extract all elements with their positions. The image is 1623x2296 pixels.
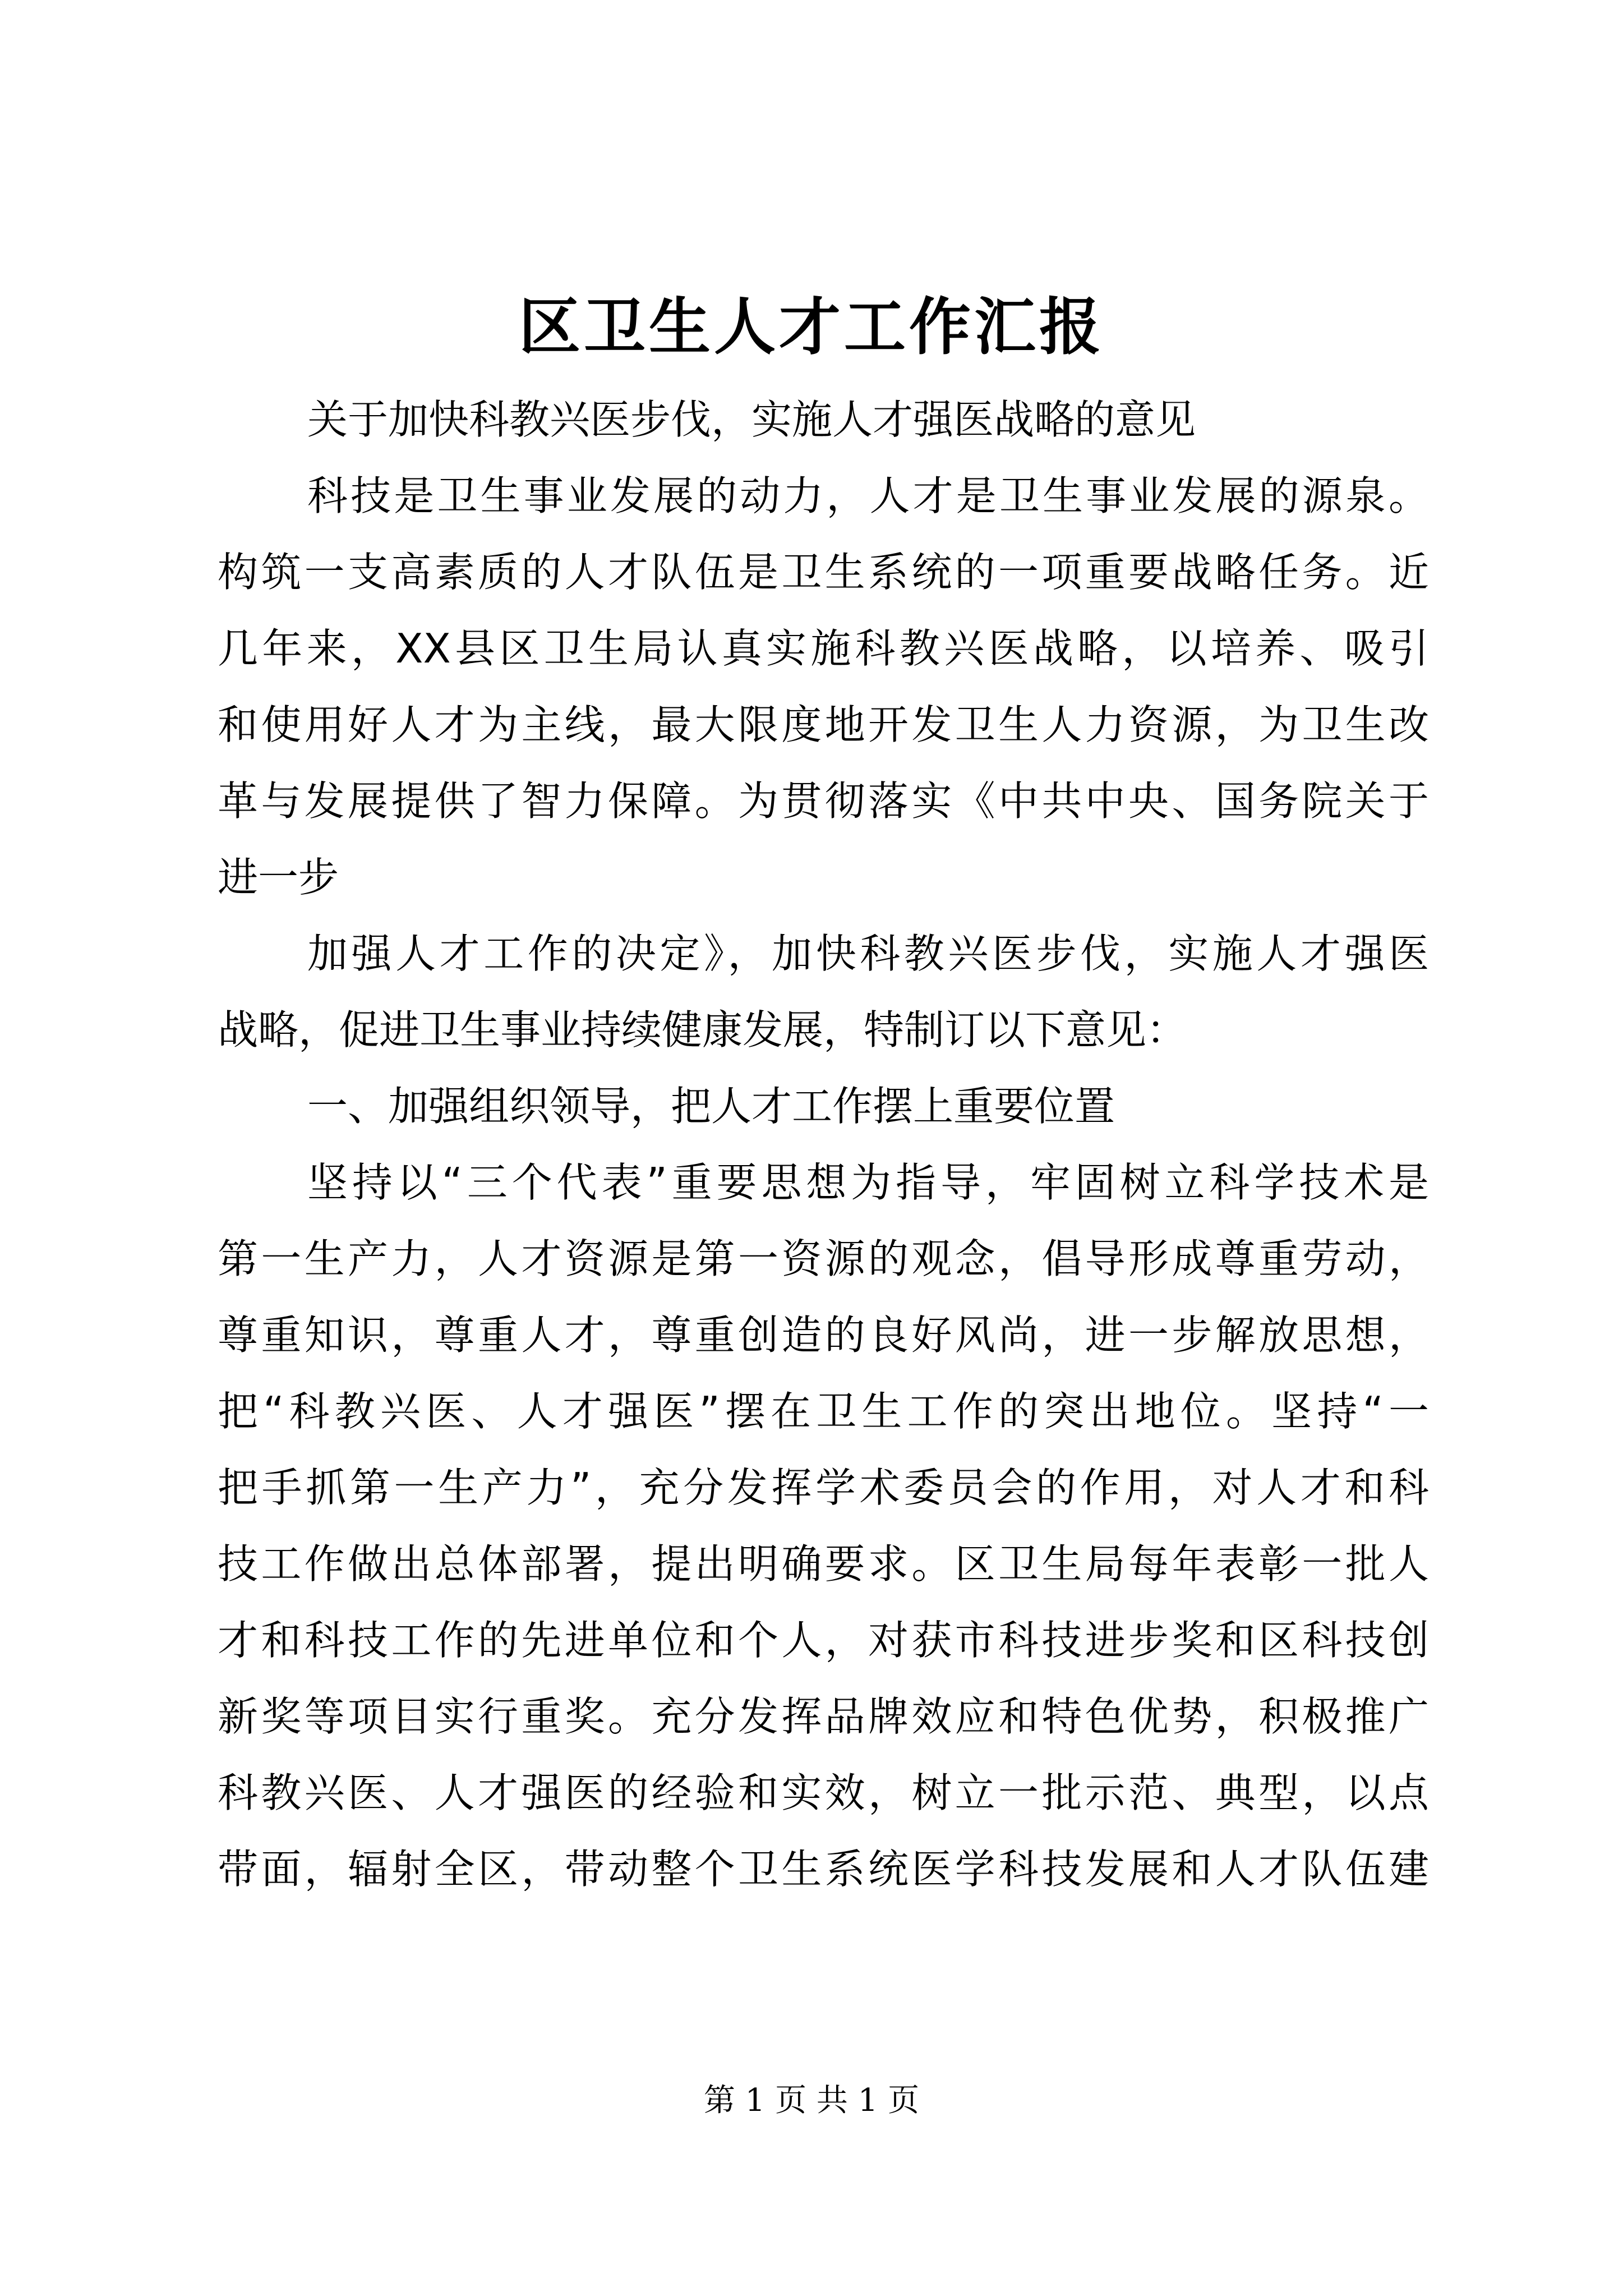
paragraph-line: 技工作做出总体部署，提出明确要求。区卫生局每年表彰一批人 xyxy=(218,1540,1429,1588)
paragraph-line: 第一生产力，人才资源是第一资源的观念，倡导形成尊重劳动， xyxy=(218,1235,1429,1282)
paragraph-line: 加强人才工作的决定》，加快科教兴医步伐，实施人才强医 xyxy=(307,930,1429,977)
paragraph-line: 新奖等项目实行重奖。充分发挥品牌效应和特色优势，积极推广 xyxy=(218,1693,1429,1740)
document-body xyxy=(218,381,1429,1907)
paragraph-line: 和使用好人才为主线，最大限度地开发卫生人力资源，为卫生改 xyxy=(218,701,1429,748)
paragraph-line: 才和科技工作的先进单位和个人，对获市科技进步奖和区科技创 xyxy=(218,1617,1429,1664)
section-heading: 一、加强组织领导，把人才工作摆上重要位置 xyxy=(307,1083,1115,1130)
paragraph-line: 科教兴医、人才强医的经验和实效，树立一批示范、典型，以点 xyxy=(218,1769,1429,1816)
page-footer: 第 1 页 共 1 页 xyxy=(703,2082,920,2119)
subtitle-line: 关于加快科教兴医步伐，实施人才强医战略的意见 xyxy=(307,396,1196,443)
paragraph-line: 构筑一支高素质的人才队伍是卫生系统的一项重要战略任务。近 xyxy=(218,549,1429,596)
paragraph-line: 尊重知识，尊重人才，尊重创造的良好风尚，进一步解放思想， xyxy=(218,1312,1429,1359)
paragraph-line: 进一步 xyxy=(218,854,339,901)
paragraph-line: 科技是卫生事业发展的动力，人才是卫生事业发展的源泉。 xyxy=(307,472,1429,519)
document-title: 区卫生人才工作汇报 xyxy=(519,291,1104,363)
paragraph-line: 把手抓第一生产力”，充分发挥学术委员会的作用，对人才和科 xyxy=(218,1464,1429,1511)
paragraph-line: 革与发展提供了智力保障。为贯彻落实《中共中央、国务院关于 xyxy=(218,777,1429,825)
paragraph-line: 带面，辐射全区，带动整个卫生系统医学科技发展和人才队伍建 xyxy=(218,1846,1429,1893)
paragraph-line: 坚持以“三个代表”重要思想为指导，牢固树立科学技术是 xyxy=(307,1159,1429,1206)
paragraph-line: 把“科教兴医、人才强医”摆在卫生工作的突出地位。坚持“一 xyxy=(218,1388,1429,1435)
paragraph-line: 战略，促进卫生事业持续健康发展，特制订以下意见： xyxy=(218,1006,1187,1053)
paragraph-line: 几年来，XX县区卫生局认真实施科教兴医战略，以培养、吸引 xyxy=(218,625,1429,672)
